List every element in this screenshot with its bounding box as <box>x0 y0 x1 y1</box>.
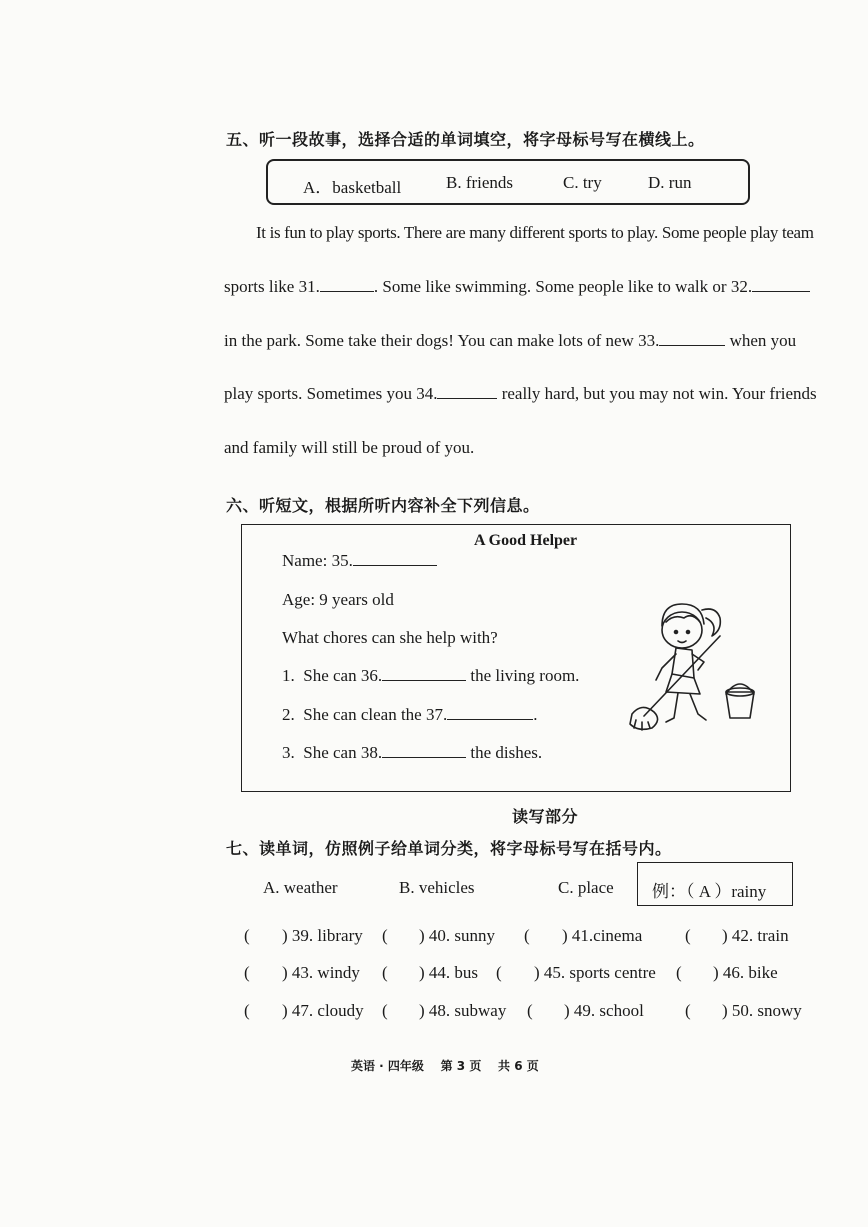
section-7-title: 七、读单词，仿照例子给单词分类，将字母标号写在括号内。 <box>226 839 672 858</box>
category-c: C. place <box>558 878 614 897</box>
word-46: ) 46. bike <box>713 963 778 982</box>
bracket-44[interactable]: ( <box>382 963 388 982</box>
category-a: A. weather <box>263 878 338 897</box>
info-box-title: A Good Helper <box>474 532 578 549</box>
bracket-41[interactable]: ( <box>524 926 530 945</box>
section-6-title: 六、听短文，根据所听内容补全下列信息。 <box>226 496 540 515</box>
bracket-39[interactable]: ( <box>244 926 250 945</box>
word-49: ) 49. school <box>564 1001 644 1020</box>
bracket-45[interactable]: ( <box>496 963 502 982</box>
blank-33-number: 33. <box>638 331 660 350</box>
page-footer: 英语 · 四年级 第 3 页 共 6 页 <box>351 1059 539 1073</box>
word-45: ) 45. sports centre <box>534 963 656 982</box>
story-line-2: sports like 31. . Some like swimming. Some people like to walk or 32. <box>224 277 830 297</box>
word-42: ) 42. train <box>722 926 789 945</box>
blank-34[interactable] <box>437 384 497 399</box>
blank-32[interactable] <box>752 277 810 292</box>
bracket-49[interactable]: ( <box>527 1001 533 1020</box>
option-a: A．basketball <box>303 178 402 197</box>
option-d: D. run <box>648 173 692 192</box>
story-line-3: in the park. Some take their dogs! You can make lots of new 33. when you <box>224 331 797 350</box>
word-40: ) 40. sunny <box>419 926 496 945</box>
read-write-heading: 读写部分 <box>512 807 579 826</box>
blank-38[interactable] <box>382 743 466 758</box>
section-5-title: 五、听一段故事，选择合适的单词填空，将字母标号写在横线上。 <box>226 130 705 149</box>
option-b: B. friends <box>446 173 514 192</box>
bracket-50[interactable]: ( <box>685 1001 691 1020</box>
age-row: Age: 9 years old <box>282 590 394 609</box>
chore-item-3: 3. She can 38. the dishes. <box>282 743 543 762</box>
story-line-5: and family will still be proud of you. <box>224 438 475 457</box>
word-39: ) 39. library <box>282 926 363 945</box>
story-line-1: It is fun to play sports. There are many different sports to play. Some people play team <box>256 223 814 242</box>
word-48: ) 48. subway <box>419 1001 507 1020</box>
blank-37[interactable] <box>447 705 533 720</box>
story-line-4: play sports. Sometimes you 34. really hard, but you may not win. Your friends <box>224 384 817 403</box>
chore-item-2: 2. She can clean the 37. . <box>282 705 538 724</box>
bracket-48[interactable]: ( <box>382 1001 388 1020</box>
blank-31-number: 31. <box>298 277 320 296</box>
option-c: C. try <box>563 173 602 192</box>
blank-31[interactable] <box>320 277 374 292</box>
word-41: ) 41.cinema <box>562 926 643 945</box>
bracket-46[interactable]: ( <box>676 963 682 982</box>
word-44: ) 44. bus <box>419 963 479 982</box>
chore-item-1: 1. She can 36. the living room. <box>282 666 580 685</box>
word-47: ) 47. cloudy <box>282 1001 364 1020</box>
bracket-42[interactable]: ( <box>685 926 691 945</box>
blank-33[interactable] <box>659 331 725 346</box>
example-text: 例：（ A ）rainy <box>652 882 767 901</box>
blank-34-number: 34. <box>416 384 438 403</box>
category-b: B. vehicles <box>399 878 475 897</box>
girl-mopping-illustration <box>622 596 762 746</box>
word-50: ) 50. snowy <box>722 1001 802 1020</box>
name-row: Name: 35. <box>282 551 437 571</box>
bracket-40[interactable]: ( <box>382 926 388 945</box>
blank-36[interactable] <box>382 666 466 681</box>
bracket-47[interactable]: ( <box>244 1001 250 1020</box>
word-43: ) 43. windy <box>282 963 360 982</box>
blank-35[interactable] <box>353 551 437 566</box>
bracket-43[interactable]: ( <box>244 963 250 982</box>
chores-question: What chores can she help with? <box>282 628 498 647</box>
blank-32-number: 32. <box>730 277 753 296</box>
